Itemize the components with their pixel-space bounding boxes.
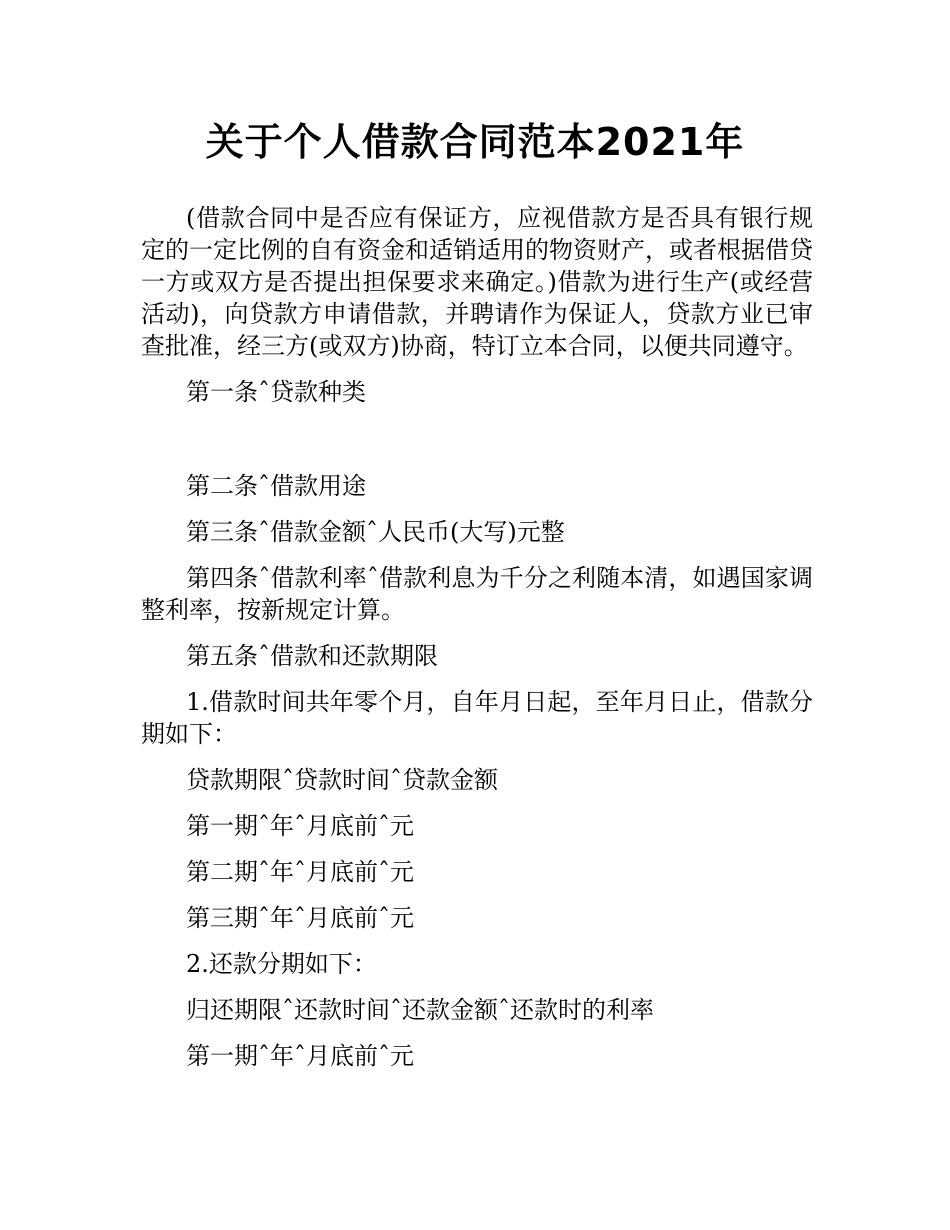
intro-paragraph: (借款合同中是否应有保证方，应视借款方是否具有银行规定的一定比例的自有资金和适销适用的物资财产，或者根据借贷一方或双方是否提出担保要求来确定。)借款为进行生产(或经营活动)，向贷款方申请借款，并聘请作为保证人，贷款方业已审查批准，经三方(或双方)协商，特订立本合同，以便共同遵守。 xyxy=(141,204,813,360)
article-1-heading: 第一条ˆ贷款种类 xyxy=(186,378,366,406)
repayment-schedule-header: 归还期限ˆ还款时间ˆ还款金额ˆ还款时的利率 xyxy=(186,996,654,1024)
loan-schedule-header: 贷款期限ˆ贷款时间ˆ贷款金额 xyxy=(186,766,498,794)
document-title: 关于个人借款合同范本2021年 xyxy=(205,120,745,164)
article-3-paragraph: 第三条ˆ借款金额ˆ人民币(大写)元整 xyxy=(186,518,565,546)
repayment-schedule-paragraph: 2.还款分期如下： xyxy=(186,950,377,978)
loan-schedule-paragraph: 1.借款时间共年零个月，自年月日起，至年月日止，借款分期如下： xyxy=(141,688,813,748)
loan-schedule-row: 第三期ˆ年ˆ月底前ˆ元 xyxy=(186,904,414,932)
article-4-paragraph: 第四条ˆ借款利率ˆ借款利息为千分之利随本清，如遇国家调整利率，按新规定计算。 xyxy=(141,564,813,624)
loan-schedule-row: 第二期ˆ年ˆ月底前ˆ元 xyxy=(186,858,414,886)
loan-schedule-row: 第一期ˆ年ˆ月底前ˆ元 xyxy=(186,812,414,840)
article-5-heading: 第五条ˆ借款和还款期限 xyxy=(186,642,438,670)
article-2-heading: 第二条ˆ借款用途 xyxy=(186,472,366,500)
repayment-schedule-row: 第一期ˆ年ˆ月底前ˆ元 xyxy=(186,1042,414,1070)
document-body xyxy=(141,202,813,1086)
